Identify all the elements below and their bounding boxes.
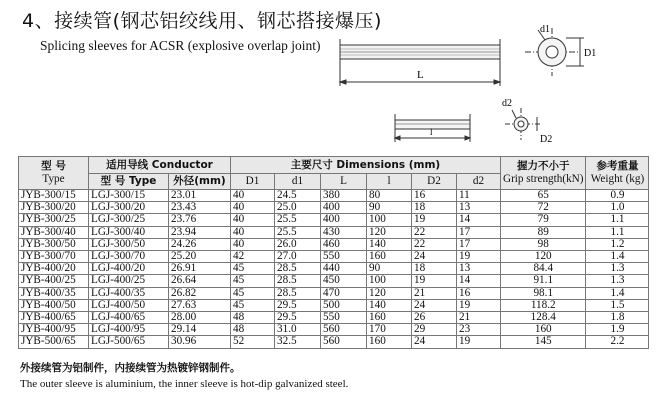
table-cell: 25.0 <box>275 202 321 214</box>
header-grip: 握力不小于 Grip strength(kN) <box>501 157 586 190</box>
table-cell: 21 <box>412 287 457 299</box>
table-cell: 128.4 <box>501 312 586 324</box>
table-row <box>19 251 649 263</box>
table-cell: 26 <box>412 312 457 324</box>
table-cell: 17 <box>457 226 501 238</box>
table-cell: 28.5 <box>275 275 321 287</box>
table-row <box>19 275 649 287</box>
table-cell: 23.76 <box>169 214 231 226</box>
table-cell: 1.9 <box>586 324 649 336</box>
table-cell: LGJ-400/25 <box>89 275 169 287</box>
label-D2: D2 <box>540 134 553 145</box>
table-cell: 560 <box>321 324 367 336</box>
table-cell: 440 <box>321 263 367 275</box>
table-cell: 28.5 <box>275 287 321 299</box>
table-cell: 470 <box>321 287 367 299</box>
table-cell: 1.8 <box>586 312 649 324</box>
label-d2: d2 <box>502 98 512 109</box>
table-cell: JYB-300/40 <box>19 226 89 238</box>
inner-sleeve-drawing <box>395 108 540 142</box>
table-cell: 26.82 <box>169 287 231 299</box>
table-cell: 18 <box>412 202 457 214</box>
table-cell: 145 <box>501 336 586 348</box>
table-cell: 19 <box>412 275 457 287</box>
table-cell: 28.5 <box>275 263 321 275</box>
table-row <box>19 299 649 311</box>
table-cell: 14 <box>457 214 501 226</box>
table-cell: LGJ-300/70 <box>89 251 169 263</box>
table-cell: 29 <box>412 324 457 336</box>
label-D1: D1 <box>584 48 597 59</box>
table-cell: 1.0 <box>586 202 649 214</box>
table-cell: 45 <box>231 287 275 299</box>
table-cell: 1.4 <box>586 287 649 299</box>
sleeve-diagram <box>330 24 600 154</box>
table-cell: 16 <box>412 190 457 202</box>
table-cell: 2.2 <box>586 336 649 348</box>
table-row <box>19 190 649 202</box>
table-cell: 120 <box>367 226 412 238</box>
table-cell: 1.3 <box>586 263 649 275</box>
table-cell: JYB-300/70 <box>19 251 89 263</box>
table-cell: LGJ-300/40 <box>89 226 169 238</box>
spec-table <box>18 156 649 349</box>
table-row <box>19 287 649 299</box>
table-cell: 11 <box>457 190 501 202</box>
table-cell: LGJ-400/50 <box>89 299 169 311</box>
table-cell: 40 <box>231 226 275 238</box>
label-L: L <box>417 69 424 81</box>
table-cell: 22 <box>412 238 457 250</box>
section-title: 4、接续管(钢芯铝绞线用、钢芯搭接爆压) <box>22 10 382 32</box>
table-cell: 22 <box>412 226 457 238</box>
section-subtitle: Splicing sleeves for ACSR (explosive overlap joint) <box>40 38 321 53</box>
table-cell: 65 <box>501 190 586 202</box>
table-row <box>19 226 649 238</box>
table-cell: 19 <box>457 251 501 263</box>
table-cell: JYB-500/65 <box>19 336 89 348</box>
table-cell: JYB-400/20 <box>19 263 89 275</box>
table-cell: 120 <box>501 251 586 263</box>
table-cell: 19 <box>457 336 501 348</box>
table-cell: 24.5 <box>275 190 321 202</box>
table-row <box>19 336 649 348</box>
table-cell: 13 <box>457 202 501 214</box>
table-cell: 140 <box>367 299 412 311</box>
table-cell: 80 <box>367 190 412 202</box>
header-L: L <box>321 174 367 190</box>
table-cell: 118.2 <box>501 299 586 311</box>
table-cell: 460 <box>321 238 367 250</box>
table-cell: 500 <box>321 299 367 311</box>
table-cell: 18 <box>412 263 457 275</box>
table-cell: 550 <box>321 312 367 324</box>
table-cell: JYB-300/50 <box>19 238 89 250</box>
table-cell: LGJ-400/65 <box>89 312 169 324</box>
table-cell: 21 <box>457 312 501 324</box>
table-cell: 560 <box>321 336 367 348</box>
table-cell: 42 <box>231 251 275 263</box>
table-cell: JYB-400/95 <box>19 324 89 336</box>
table-cell: 160 <box>367 251 412 263</box>
table-cell: 45 <box>231 263 275 275</box>
table-cell: LGJ-400/35 <box>89 287 169 299</box>
table-cell: 29.14 <box>169 324 231 336</box>
table-cell: 31.0 <box>275 324 321 336</box>
table-cell: 13 <box>457 263 501 275</box>
table-row <box>19 324 649 336</box>
table-cell: 1.1 <box>586 214 649 226</box>
table-cell: 24 <box>412 251 457 263</box>
table-cell: 100 <box>367 214 412 226</box>
note-chinese: 外接续管为铝制件，内接续管为热镀锌钢制件。 <box>20 362 241 374</box>
table-cell: 89 <box>501 226 586 238</box>
table-cell: 26.91 <box>169 263 231 275</box>
table-cell: 400 <box>321 214 367 226</box>
table-cell: 1.2 <box>586 238 649 250</box>
table-cell: 90 <box>367 202 412 214</box>
header-D2: D2 <box>412 174 457 190</box>
table-cell: 25.20 <box>169 251 231 263</box>
table-cell: JYB-400/35 <box>19 287 89 299</box>
table-row <box>19 238 649 250</box>
table-cell: JYB-400/65 <box>19 312 89 324</box>
table-cell: 27.63 <box>169 299 231 311</box>
table-cell: 1.4 <box>586 251 649 263</box>
table-cell: 26.64 <box>169 275 231 287</box>
table-cell: 48 <box>231 324 275 336</box>
table-cell: 48 <box>231 312 275 324</box>
table-cell: JYB-300/25 <box>19 214 89 226</box>
header-weight: 参考重量 Weight (kg) <box>586 157 649 190</box>
table-cell: 140 <box>367 238 412 250</box>
table-row <box>19 214 649 226</box>
table-cell: 28.00 <box>169 312 231 324</box>
table-cell: 1.3 <box>586 275 649 287</box>
table-cell: 170 <box>367 324 412 336</box>
table-cell: 160 <box>501 324 586 336</box>
table-cell: LGJ-300/20 <box>89 202 169 214</box>
header-conductor-od: 外径(mm) <box>169 174 231 190</box>
table-cell: JYB-400/50 <box>19 299 89 311</box>
table-cell: 24.26 <box>169 238 231 250</box>
header-conductor-type: 型 号 Type <box>89 174 169 190</box>
outer-sleeve-drawing <box>340 28 584 86</box>
label-d1: d1 <box>540 24 550 35</box>
table-cell: 400 <box>321 202 367 214</box>
table-cell: 19 <box>457 299 501 311</box>
header-conductor: 适用导线 Conductor <box>89 157 231 174</box>
table-cell: 450 <box>321 275 367 287</box>
table-cell: JYB-300/15 <box>19 190 89 202</box>
table-cell: 24 <box>412 336 457 348</box>
table-cell: 32.5 <box>275 336 321 348</box>
header-type: 型 号 Type <box>19 157 89 190</box>
table-cell: 29.5 <box>275 312 321 324</box>
header-D1: D1 <box>231 174 275 190</box>
table-cell: LGJ-300/15 <box>89 190 169 202</box>
table-row <box>19 312 649 324</box>
table-cell: JYB-300/20 <box>19 202 89 214</box>
table-cell: 72 <box>501 202 586 214</box>
table-cell: 120 <box>367 287 412 299</box>
table-cell: 45 <box>231 299 275 311</box>
header-d1: d1 <box>275 174 321 190</box>
table-cell: LGJ-300/25 <box>89 214 169 226</box>
table-cell: 100 <box>367 275 412 287</box>
table-cell: 45 <box>231 275 275 287</box>
table-cell: 27.0 <box>275 251 321 263</box>
table-row <box>19 202 649 214</box>
table-cell: 23 <box>457 324 501 336</box>
table-cell: LGJ-400/95 <box>89 324 169 336</box>
table-cell: 90 <box>367 263 412 275</box>
table-cell: 160 <box>367 312 412 324</box>
table-cell: 1.5 <box>586 299 649 311</box>
table-cell: 430 <box>321 226 367 238</box>
table-cell: 24 <box>412 299 457 311</box>
table-cell: 16 <box>457 287 501 299</box>
table-cell: 40 <box>231 190 275 202</box>
table-cell: 98.1 <box>501 287 586 299</box>
table-cell: 52 <box>231 336 275 348</box>
table-cell: 25.5 <box>275 214 321 226</box>
table-cell: 40 <box>231 214 275 226</box>
table-cell: 550 <box>321 251 367 263</box>
table-cell: 23.94 <box>169 226 231 238</box>
table-cell: 17 <box>457 238 501 250</box>
table-cell: 98 <box>501 238 586 250</box>
header-dimensions: 主要尺寸 Dimensions (mm) <box>231 157 501 174</box>
table-cell: 19 <box>412 214 457 226</box>
table-cell: 79 <box>501 214 586 226</box>
table-cell: LGJ-300/50 <box>89 238 169 250</box>
table-cell: JYB-400/25 <box>19 275 89 287</box>
table-cell: 380 <box>321 190 367 202</box>
table-cell: 29.5 <box>275 299 321 311</box>
table-row <box>19 263 649 275</box>
label-l: l <box>430 127 433 137</box>
table-cell: 0.9 <box>586 190 649 202</box>
table-cell: 25.5 <box>275 226 321 238</box>
table-cell: 23.01 <box>169 190 231 202</box>
table-cell: 30.96 <box>169 336 231 348</box>
table-cell: 26.0 <box>275 238 321 250</box>
table-cell: LGJ-400/20 <box>89 263 169 275</box>
table-cell: 23.43 <box>169 202 231 214</box>
header-l: l <box>367 174 412 190</box>
table-cell: 91.1 <box>501 275 586 287</box>
table-cell: 40 <box>231 238 275 250</box>
table-cell: 14 <box>457 275 501 287</box>
table-cell: LGJ-500/65 <box>89 336 169 348</box>
note-english: The outer sleeve is aluminium, the inner sleeve is hot-dip galvanized steel. <box>20 378 349 390</box>
table-cell: 160 <box>367 336 412 348</box>
table-cell: 40 <box>231 202 275 214</box>
header-d2: d2 <box>457 174 501 190</box>
table-cell: 1.1 <box>586 226 649 238</box>
table-cell: 84.4 <box>501 263 586 275</box>
